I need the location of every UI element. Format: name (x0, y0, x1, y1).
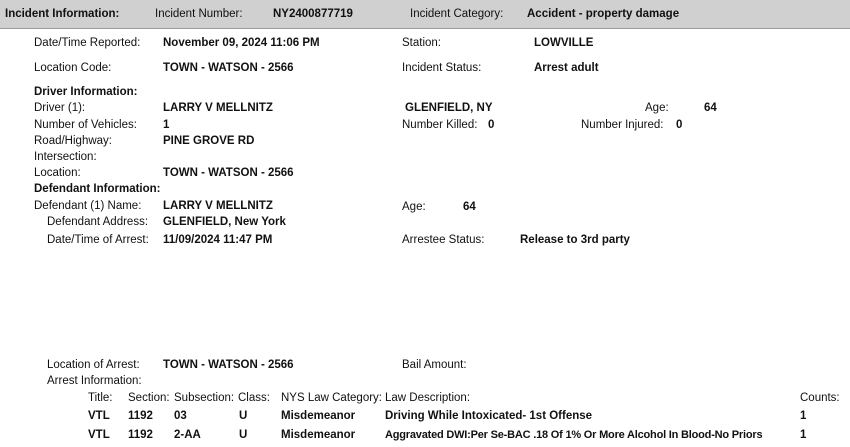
location-code-value: TOWN - WATSON - 2566 (163, 62, 294, 74)
charge-class: U (239, 429, 248, 441)
road-label: Road/Highway: (34, 135, 112, 147)
charge-description: Driving While Intoxicated- 1st Offense (385, 410, 593, 422)
column-header-description: Law Description: (385, 392, 471, 404)
incident-information-heading: Incident Information: (5, 8, 120, 20)
arrest-location-value: TOWN - WATSON - 2566 (163, 359, 294, 371)
charge-title: VTL (88, 429, 110, 441)
driver-location-label: Location: (34, 167, 81, 179)
station-label: Station: (402, 37, 441, 49)
arrest-information-label: Arrest Information: (47, 375, 142, 387)
charge-category: Misdemeanor (281, 410, 356, 422)
killed-value: 0 (488, 119, 495, 131)
driver-city: GLENFIELD, NY (405, 102, 493, 114)
incident-status-label: Incident Status: (402, 62, 482, 74)
vehicles-label: Number of Vehicles: (34, 119, 137, 131)
driver-name: LARRY V MELLNITZ (163, 102, 273, 114)
datetime-reported-value: November 09, 2024 11:06 PM (163, 37, 320, 49)
vehicles-value: 1 (163, 119, 170, 131)
driver-age-value: 64 (704, 102, 717, 114)
intersection-label: Intersection: (34, 151, 97, 163)
arrestee-status-label: Arrestee Status: (402, 234, 485, 246)
incident-status-value: Arrest adult (534, 62, 599, 74)
defendant-address-value: GLENFIELD, New York (163, 216, 286, 228)
driver-information-heading: Driver Information: (34, 86, 138, 98)
charge-counts: 1 (800, 410, 807, 422)
injured-value: 0 (676, 119, 683, 131)
arrest-time-label: Date/Time of Arrest: (47, 234, 149, 246)
incident-category-label: Incident Category: (410, 8, 504, 20)
defendant-address-label: Defendant Address: (47, 216, 149, 228)
defendant-name-value: LARRY V MELLNITZ (163, 200, 273, 212)
charge-section: 1192 (128, 410, 153, 422)
column-header-title: Title: (88, 392, 113, 404)
road-value: PINE GROVE RD (163, 135, 255, 147)
charge-category: Misdemeanor (281, 429, 356, 441)
incident-number-label: Incident Number: (155, 8, 243, 20)
defendant-name-label: Defendant (1) Name: (34, 200, 142, 212)
charge-section: 1192 (128, 429, 153, 441)
bail-amount-label: Bail Amount: (402, 359, 467, 371)
charge-title: VTL (88, 410, 110, 422)
arrest-location-label: Location of Arrest: (47, 359, 140, 371)
defendant-information-heading: Defendant Information: (34, 183, 161, 195)
killed-label: Number Killed: (402, 119, 478, 131)
charge-counts: 1 (800, 429, 807, 441)
station-value: LOWVILLE (534, 37, 594, 49)
incident-header-bar (0, 0, 850, 29)
column-header-subsection: Subsection: (174, 392, 235, 404)
column-header-class: Class: (238, 392, 270, 404)
incident-category-value: Accident - property damage (527, 8, 680, 20)
charge-subsection: 2-AA (174, 429, 201, 441)
column-header-counts: Counts: (800, 392, 840, 404)
column-header-category: NYS Law Category: (281, 392, 382, 404)
charge-class: U (239, 410, 248, 422)
arrestee-status-value: Release to 3rd party (520, 234, 630, 246)
column-header-section: Section: (128, 392, 170, 404)
driver-label: Driver (1): (34, 102, 86, 114)
incident-number-value: NY2400877719 (273, 8, 353, 20)
driver-location-value: TOWN - WATSON - 2566 (163, 167, 294, 179)
defendant-age-value: 64 (463, 201, 476, 213)
datetime-reported-label: Date/Time Reported: (34, 37, 141, 49)
charge-subsection: 03 (174, 410, 187, 422)
injured-label: Number Injured: (581, 119, 664, 131)
arrest-time-value: 11/09/2024 11:47 PM (163, 234, 273, 246)
defendant-age-label: Age: (402, 201, 426, 213)
driver-age-label: Age: (645, 102, 669, 114)
location-code-label: Location Code: (34, 62, 112, 74)
charge-description: Aggravated DWI:Per Se-BAC .18 Of 1% Or More Alcohol In Blood-No Priors (385, 429, 763, 441)
